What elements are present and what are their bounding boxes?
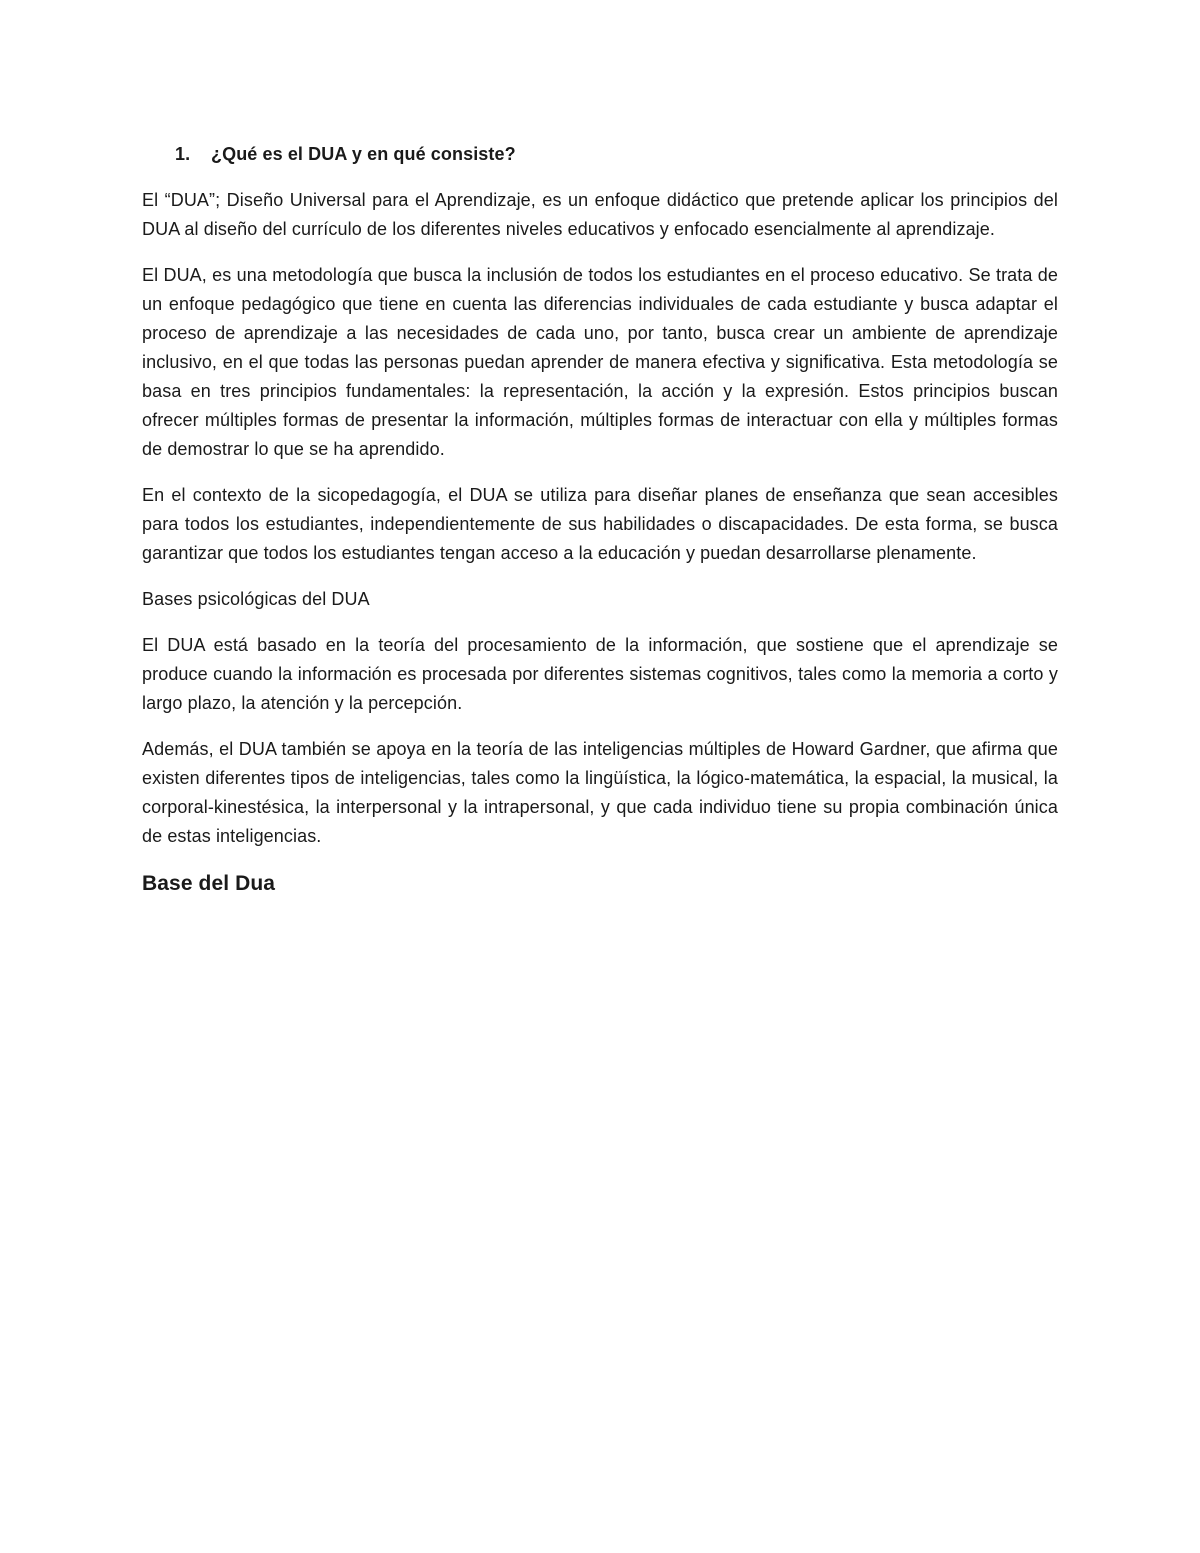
list-number: 1. [175, 144, 191, 164]
section-title: Base del Dua [142, 872, 276, 895]
paragraph-multiple-intelligences: Además, el DUA también se apoya en la teoría de las inteligencias múltiples de Howard Gardner, que afirma que existen diferentes tipos de inteligencias, tales como la lingüística, la lógico-matemática, la espacial, la musical, la corporal-kinestésica, la interpersonal y la intrapersonal, y que cada individuo tiene su propia combinación única de estas inteligencias. [142, 739, 1058, 846]
paragraph-context: En el contexto de la sicopedagogía, el DUA se utiliza para diseñar planes de enseñanza que sean accesibles para todos los estudiantes, independientemente de sus habilidades o discapacidades. De esta forma, se busca garantizar que todos los estudiantes tengan acceso a la educación y puedan desarrollarse plenamente. [142, 485, 1058, 563]
question-text: ¿Qué es el DUA y en qué consiste? [211, 144, 516, 164]
paragraph-methodology: El DUA, es una metodología que busca la inclusión de todos los estudiantes en el proceso educativo. Se trata de un enfoque pedagógico que tiene en cuenta las diferencias individuales de cada estudiante y busca adaptar el proceso de aprendizaje a las necesidades de cada uno, por tanto, busca crear un ambiente de aprendizaje inclusivo, en el que todas las personas puedan aprender de manera efectiva y significativa. Esta metodología se basa en tres principios fundamentales: la representación, la acción y la expresión. Estos principios buscan ofrecer múltiples formas de presentar la información, múltiples formas de interactuar con ella y múltiples formas de demostrar lo que se ha aprendido. [142, 265, 1058, 459]
subheading-bases: Bases psicológicas del DUA [142, 589, 370, 609]
question-heading [142, 140, 1058, 169]
document-page [142, 140, 1058, 900]
paragraph-definition: El “DUA”; Diseño Universal para el Aprendizaje, es un enfoque didáctico que pretende aplicar los principios del DUA al diseño del currículo de los diferentes niveles educativos y enfocado esencialmente al aprendizaje. [142, 190, 1058, 239]
paragraph-information-processing: El DUA está basado en la teoría del procesamiento de la información, que sostiene que el aprendizaje se produce cuando la información es procesada por diferentes sistemas cognitivos, tales como la memoria a corto y largo plazo, la atención y la percepción. [142, 635, 1058, 713]
